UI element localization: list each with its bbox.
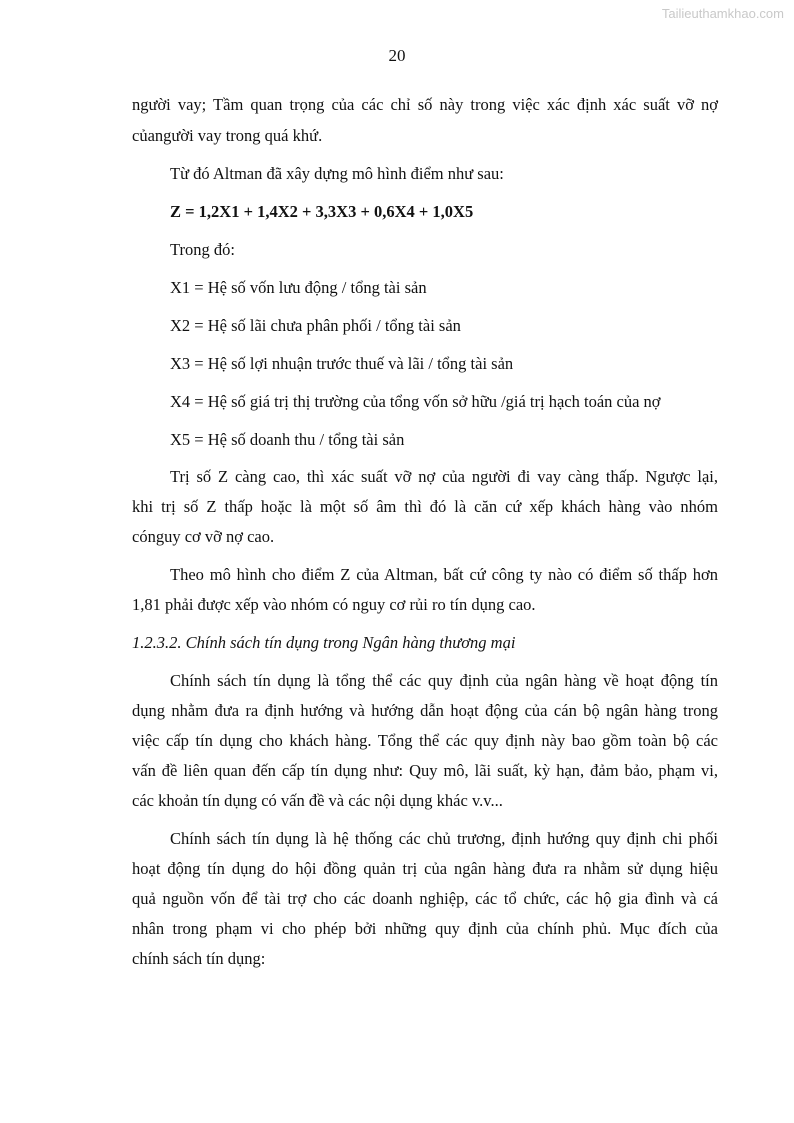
- formula: Z = 1,2X1 + 1,4X2 + 3,3X3 + 0,6X4 + 1,0X5: [170, 202, 474, 221]
- paragraph-line: vấn đề liên quan đến cấp tín dụng như: Quy mô, lãi suất, kỳ hạn, đảm bảo, phạm vi,: [132, 761, 718, 780]
- paragraph-line: nhân trong phạm vi cho phép bởi những quy định của chính phủ. Mục đích của: [132, 919, 718, 938]
- definition-item: X5 = Hệ số doanh thu / tổng tài sản: [170, 430, 405, 449]
- paragraph-line: các khoản tín dụng có vấn đề và các nội dụng khác v.v...: [132, 791, 503, 810]
- definition-item: X2 = Hệ số lãi chưa phân phối / tổng tài sản: [170, 316, 461, 335]
- paragraph-line: quả nguồn vốn để tài trợ cho các doanh nghiệp, các tổ chức, các hộ gia đình và cá: [132, 889, 718, 908]
- definition-item: X1 = Hệ số vốn lưu động / tổng tài sản: [170, 278, 427, 297]
- page-number: 20: [388, 46, 406, 65]
- paragraph-line: chính sách tín dụng:: [132, 949, 266, 968]
- paragraph-line: Theo mô hình cho điểm Z của Altman, bất cứ công ty nào có điểm số thấp hơn: [170, 565, 718, 584]
- definition-item: X4 = Hệ số giá trị thị trường của tổng vốn sở hữu /giá trị hạch toán của nợ: [170, 392, 661, 411]
- paragraph-line: Từ đó Altman đã xây dựng mô hình điểm như sau:: [170, 164, 504, 183]
- paragraph-line: Trị số Z càng cao, thì xác suất vỡ nợ của người đi vay càng thấp. Ngược lại,: [170, 467, 718, 486]
- paragraph-line: Chính sách tín dụng là tổng thể các quy định của ngân hàng về hoạt động tín: [170, 671, 718, 690]
- paragraph-line: dụng nhằm đưa ra định hướng và hướng dẫn hoạt động của cán bộ ngân hàng trong: [132, 701, 718, 720]
- paragraph-line: cónguy cơ vỡ nợ cao.: [132, 527, 275, 546]
- paragraph-line: củangười vay trong quá khứ.: [132, 126, 323, 145]
- definition-item: X3 = Hệ số lợi nhuận trước thuế và lãi / tổng tài sản: [170, 354, 514, 373]
- paragraph-line: 1,81 phải được xếp vào nhóm có nguy cơ rủi ro tín dụng cao.: [132, 595, 536, 614]
- paragraph-line: Trong đó:: [170, 240, 235, 259]
- section-heading: 1.2.3.2. Chính sách tín dụng trong Ngân hàng thương mại: [132, 633, 516, 652]
- paragraph-line: người vay; Tầm quan trọng của các chỉ số này trong việc xác định xác suất vỡ nợ: [132, 95, 718, 114]
- paragraph-line: khi trị số Z thấp hoặc là một số âm thì đó là căn cứ xếp khách hàng vào nhóm: [132, 497, 718, 516]
- paragraph-line: Chính sách tín dụng là hệ thống các chủ trương, định hướng quy định chi phối: [170, 829, 718, 848]
- watermark: Tailieuthamkhao.com: [661, 6, 784, 21]
- paragraph-line: hoạt động tín dụng do hội đồng quản trị của ngân hàng đưa ra nhằm sử dụng hiệu: [132, 859, 718, 878]
- paragraph-line: việc cấp tín dụng cho khách hàng. Tổng thể các quy định này bao gồm toàn bộ các: [132, 731, 718, 750]
